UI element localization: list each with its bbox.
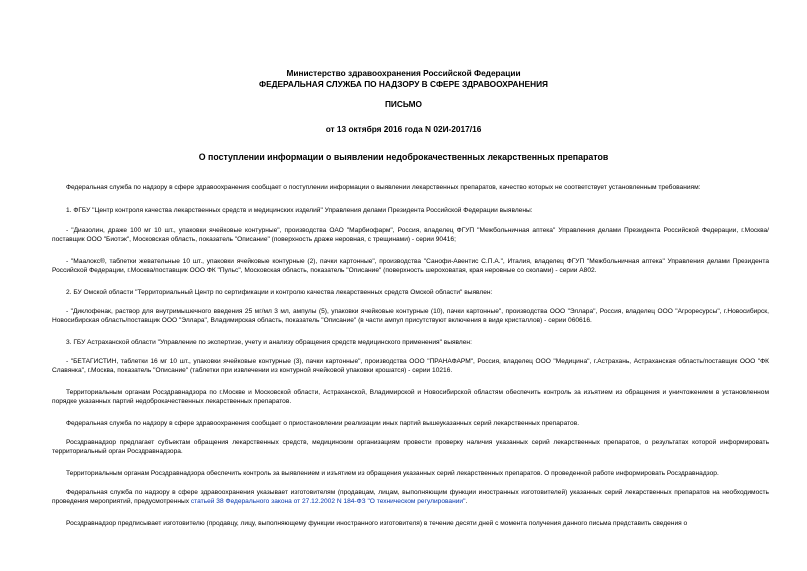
document-type: ПИСЬМО (384, 99, 423, 109)
service-name: ФЕДЕРАЛЬНАЯ СЛУЖБА ПО НАДЗОРУ В СФЕРЕ ЗДРАВООХРАНЕНИЯ (259, 79, 548, 89)
paragraph-proposal: Росздравнадзор предлагает субъектам обращения лекарственных средств, медицинским организациям провести проверку наличия указанных серий лекарственных препаратов, о результатах которой информировать территориальный орган Росздравнадзора. (52, 439, 769, 456)
paragraph-territorial-control: Территориальным органам Росздравнадзора по г.Москве и Московской области, Астраханской, Владимирской и Новосибирской областям обеспечить контроль за изъятием из обращения и уничтожением в установленном порядке указанных партий недоброкачественных лекарственных препаратов. (52, 389, 769, 406)
paragraph-territorial-inform: Территориальным органам Росздравнадзора обеспечить контроль за выявлением и изъятием из обращения указанных серий лекарственных препаратов. О проведенной работе информировать Росздравнадзор. (66, 470, 719, 477)
manufacturers-text-end: . (465, 498, 468, 506)
paragraph-diazolin: - "Диазолин, драже 100 мг 10 шт., упаковки ячейковые контурные", производства ОАО "Марбиофарм", Россия, владелец ФГУП "Межбольничная аптека" Управления делами Президента Российской Федерации, г.Москва/поставщик ООО "Биотэк", Московская область, показатель "Описание" (поверхность драже неровная, с трещинами) - серии 90416; (52, 227, 769, 244)
manufacturers-text: Федеральная служба по надзору в сфере здравоохранения указывает изготовителям (продавцам, лицам, выполняющим функции иностранных изготовителей) указанных серий лекарственных препаратов на необходимость проведения мероприятий, предусмотренных (52, 489, 769, 506)
document-date-number: от 13 октября 2016 года N 02И-2017/16 (325, 124, 482, 134)
paragraph-prescription: Росздравнадзор предписывает изготовителю (продавцу, лицу, выполняющему функции иностранного изготовителя) в течение десяти дней с момента получения данного письма представить сведения о (66, 520, 688, 527)
paragraph-manufacturers (52, 488, 769, 507)
document-subject: О поступлении информации о выявлении недоброкачественных лекарственных препаратов (198, 152, 609, 162)
paragraph-item-2: 2. БУ Омской области "Территориальный Центр по сертификации и контролю качества лекарственных средств Омской области" выявлен: (66, 289, 493, 296)
paragraph-diclofenac: - "Диклофенак, раствор для внутримышечного введения 25 мг/мл 3 мл, ампулы (5), упаковки ячейковые контурные (10), пачки картонные", производства ООО "Эллара", Россия, владелец ООО "Агроресурсы", г.Новосибирск, Новосибирская область/поставщик ООО "Эллара", Владимирская область, показатель "Описание" (в части ампул присутствуют включения в виде кристаллов) - серии 060616. (52, 308, 769, 325)
paragraph-intro: Федеральная служба по надзору в сфере здравоохранения сообщает о поступлении информации о выявлении лекарственных препаратов, качество которых не соответствует установленным требованиям: (66, 184, 701, 191)
paragraph-item-3: 3. ГБУ Астраханской области "Управление по экспертизе, учету и анализу обращения средств медицинского применения" выявлен: (66, 339, 472, 346)
paragraph-betahistine: - "БЕТАГИСТИН, таблетки 16 мг 10 шт., упаковки ячейковые контурные (3), пачки картонные", производства ООО "ПРАНАФАРМ", Россия, владелец ООО "Медицина", г.Астрахань, Астраханская область/поставщик ООО "ФК Славянка", г.Москва, показатель "Описание" (таблетки при извлечении из контурной ячейковой упаковки крошатся) - серии 10216. (52, 358, 769, 375)
document-header (0, 68, 807, 90)
federal-law-link[interactable]: статьей 38 Федерального закона от 27.12.2002 N 184-ФЗ "О техническом регулировании" (190, 498, 466, 506)
ministry-name: Министерство здравоохранения Российской Федерации (286, 68, 521, 78)
paragraph-item-1: 1. ФГБУ "Центр контроля качества лекарственных средств и медицинских изделий" Управления делами Президента Российской Федерации выявлены: (66, 207, 533, 214)
paragraph-maalox: - "Маалокс®, таблетки жевательные 10 шт., упаковки ячейковые контурные (2), пачки картонные", производства "Санофи-Авентис С.П.А.", Италия, владелец ФГУП "Межбольничная аптека" Управления делами Президента Российской Федерации, г.Москва/поставщик ООО ФК "Пульс", Московская область, показатель "Описание" (поверхность шероховатая, края неровные со сколами) - серии А802. (52, 258, 769, 275)
paragraph-suspension: Федеральная служба по надзору в сфере здравоохранения сообщает о приостановлении реализации иных партий вышеуказанных серий лекарственных препаратов. (66, 420, 580, 427)
